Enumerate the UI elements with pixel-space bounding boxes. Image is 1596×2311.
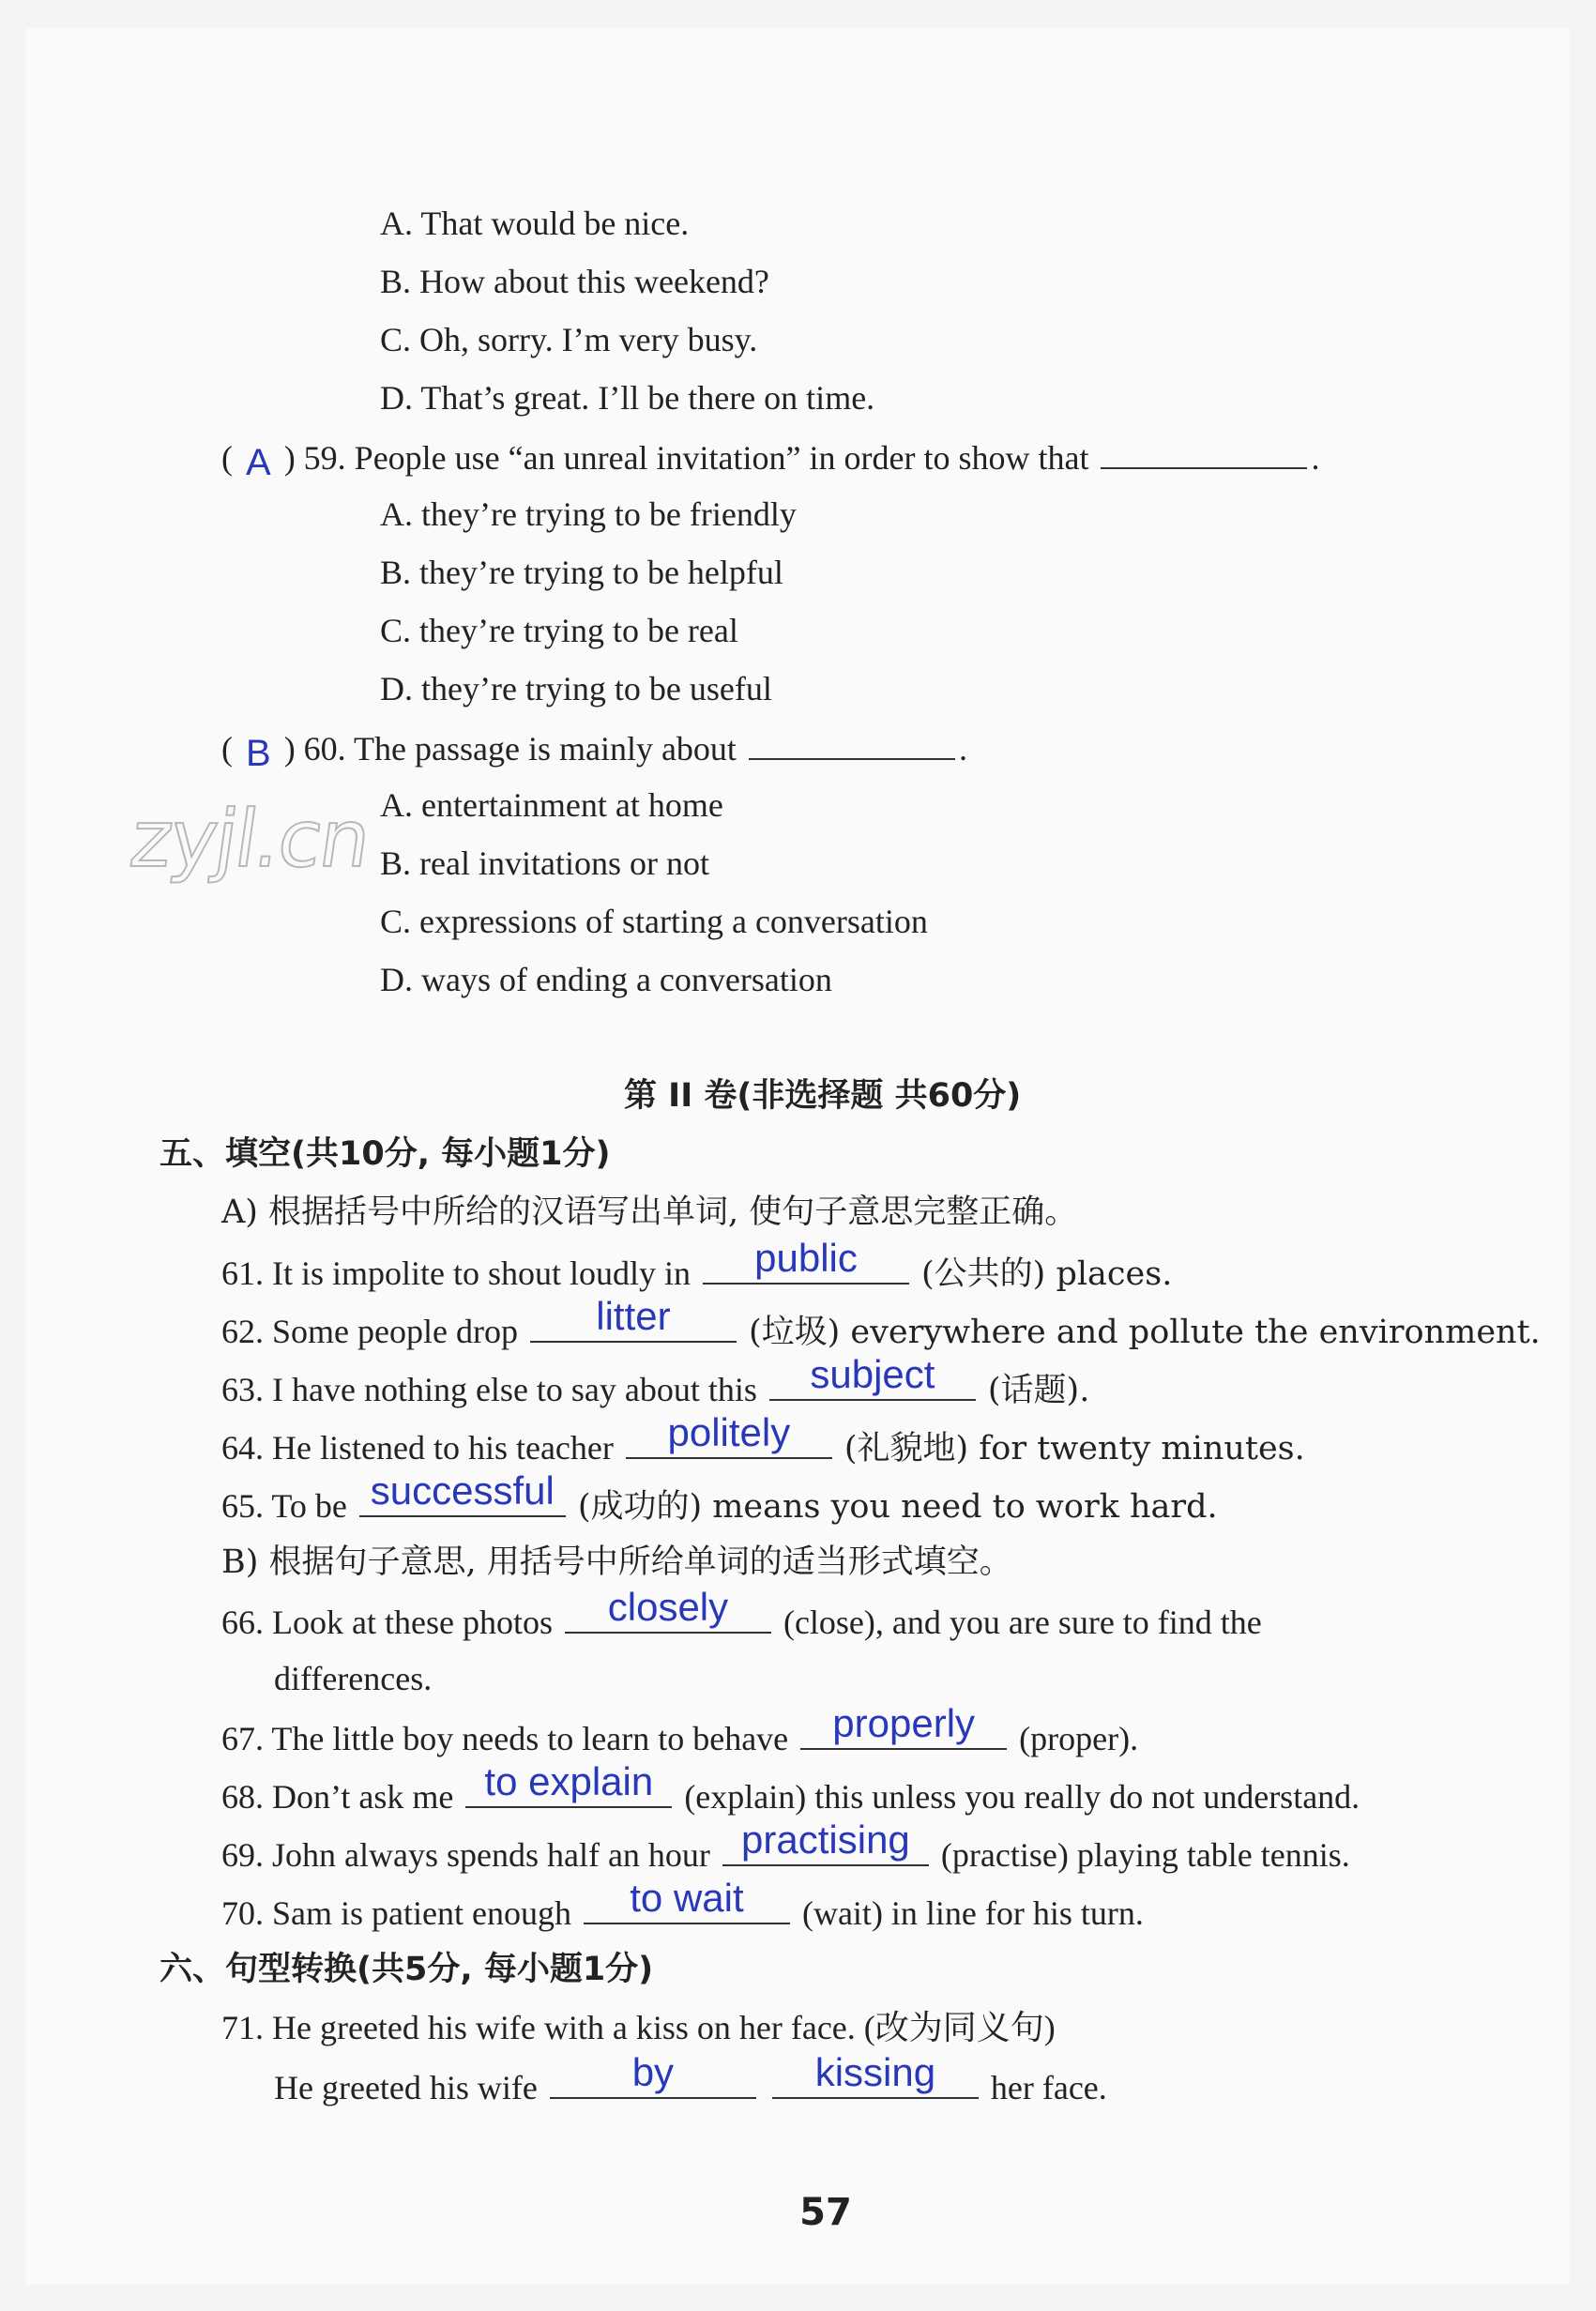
q62-answer: litter [596, 1294, 671, 1338]
question-67 [221, 1701, 1139, 1759]
q64-text: 64. He listened to his teacher [221, 1429, 614, 1467]
question-64 [221, 1410, 1305, 1469]
question-69 [221, 1817, 1350, 1876]
q59-option-d: D. they’re trying to be useful [380, 670, 772, 707]
q64-answer: politely [667, 1410, 791, 1454]
q60-option-b: B. real invitations or not [380, 844, 709, 882]
question-61 [221, 1236, 1173, 1295]
q61-tail: (公共的) places. [921, 1255, 1173, 1293]
q61-text: 61. It is impolite to shout loudly in [221, 1254, 692, 1292]
q63-answer: subject [810, 1352, 935, 1396]
q69-tail: (practise) playing table tennis. [940, 1836, 1350, 1874]
q68-tail: (explain) this unless you really do not understand. [684, 1778, 1360, 1816]
q62-tail: (垃圾) everywhere and pollute the environment. [748, 1314, 1541, 1351]
section-title: 第 II 卷(非选择题 共60分) [624, 1077, 1022, 1115]
q68-answer: to explain [484, 1759, 654, 1803]
q70-answer: to wait [630, 1876, 744, 1920]
q71-rewrite-tail: her face. [990, 2069, 1107, 2106]
q60-text: ) 60. The passage is mainly about [283, 730, 737, 768]
q59-option-c: C. they’re trying to be real [380, 612, 738, 649]
q67-blank [800, 1701, 1007, 1750]
q59-option-b: B. they’re trying to be helpful [380, 554, 783, 591]
q66-answer: closely [607, 1585, 729, 1629]
q66-tail: (close), and you are sure to find the [783, 1604, 1262, 1641]
q68-text: 68. Don’t ask me [221, 1778, 454, 1816]
q58-option-c: C. Oh, sorry. I’m very busy. [380, 321, 758, 358]
q71-answer-2: kissing [814, 2050, 936, 2094]
part5-a-instruction: A) 根据括号中所给的汉语写出单词, 使句子意思完整正确。 [221, 1194, 1078, 1231]
part5-b-instruction: B) 根据句子意思, 用括号中所给单词的适当形式填空。 [221, 1543, 1012, 1581]
q67-text: 67. The little boy needs to learn to behave [221, 1720, 789, 1757]
q65-blank [359, 1468, 566, 1517]
question-62 [221, 1294, 1541, 1353]
q70-text: 70. Sam is patient enough [221, 1894, 571, 1932]
q69-blank [722, 1817, 929, 1866]
question-68 [221, 1759, 1360, 1817]
q61-answer: public [754, 1236, 858, 1280]
q59-text: ) 59. People use “an unreal invitation” in order to show that [283, 439, 1089, 477]
q60-option-c: C. expressions of starting a conversation [380, 903, 928, 940]
q60-blank [749, 726, 955, 760]
q65-answer: successful [370, 1468, 555, 1513]
question-63 [221, 1352, 1090, 1411]
q59-answer: A [246, 442, 271, 483]
q64-blank [626, 1410, 832, 1459]
q61-blank [703, 1236, 909, 1285]
q65-tail: (成功的) means you need to work hard. [577, 1488, 1218, 1526]
q66-text: 66. Look at these photos [221, 1604, 553, 1641]
q58-option-d: D. That’s great. I’ll be there on time. [380, 379, 875, 417]
question-66 [221, 1585, 1262, 1643]
q59-option-a: A. they’re trying to be friendly [380, 495, 797, 533]
q71-blank-2 [772, 2050, 979, 2099]
q69-answer: practising [741, 1817, 910, 1862]
q71-answer-1: by [631, 2050, 675, 2094]
q60-option-d: D. ways of ending a conversation [380, 961, 832, 998]
page-number: 57 [799, 2191, 852, 2234]
q67-answer: properly [832, 1701, 976, 1745]
question-60: ( B ) 60. The passage is mainly about . [221, 726, 967, 769]
q64-tail: (礼貌地) for twenty minutes. [844, 1430, 1305, 1467]
q63-blank [769, 1352, 976, 1401]
q67-tail: (proper). [1019, 1720, 1139, 1757]
question-70 [221, 1876, 1144, 1934]
q71-blank-1 [550, 2050, 756, 2099]
q66-blank [565, 1585, 771, 1634]
q71-rewrite-text: He greeted his wife [274, 2069, 538, 2106]
q62-text: 62. Some people drop [221, 1313, 518, 1350]
q63-text: 63. I have nothing else to say about this [221, 1371, 757, 1408]
q63-tail: (话题). [987, 1372, 1090, 1409]
q66-continuation: differences. [274, 1660, 433, 1697]
q62-blank [530, 1294, 737, 1343]
question-59: ( A ) 59. People use “an unreal invitation” in order to show that . [221, 435, 1319, 479]
q58-option-b: B. How about this weekend? [380, 263, 769, 300]
q59-blank [1101, 435, 1307, 469]
q70-blank [584, 1876, 790, 1924]
q60-answer: B [246, 733, 271, 774]
q58-option-a: A. That would be nice. [380, 205, 690, 242]
watermark: zyjl.cn [125, 793, 375, 885]
q60-option-a: A. entertainment at home [380, 786, 723, 824]
q70-tail: (wait) in line for his turn. [801, 1894, 1144, 1932]
q69-text: 69. John always spends half an hour [221, 1836, 710, 1874]
q71-rewrite [274, 2050, 1107, 2108]
question-65 [221, 1468, 1218, 1528]
q65-text: 65. To be [221, 1487, 347, 1525]
question-71: 71. He greeted his wife with a kiss on her face. (改为同义句) [221, 2009, 1056, 2046]
part6-title: 六、句型转换(共5分, 每小题1分) [160, 1951, 654, 1988]
q68-blank [465, 1759, 672, 1808]
part5-title: 五、填空(共10分, 每小题1分) [160, 1135, 611, 1173]
